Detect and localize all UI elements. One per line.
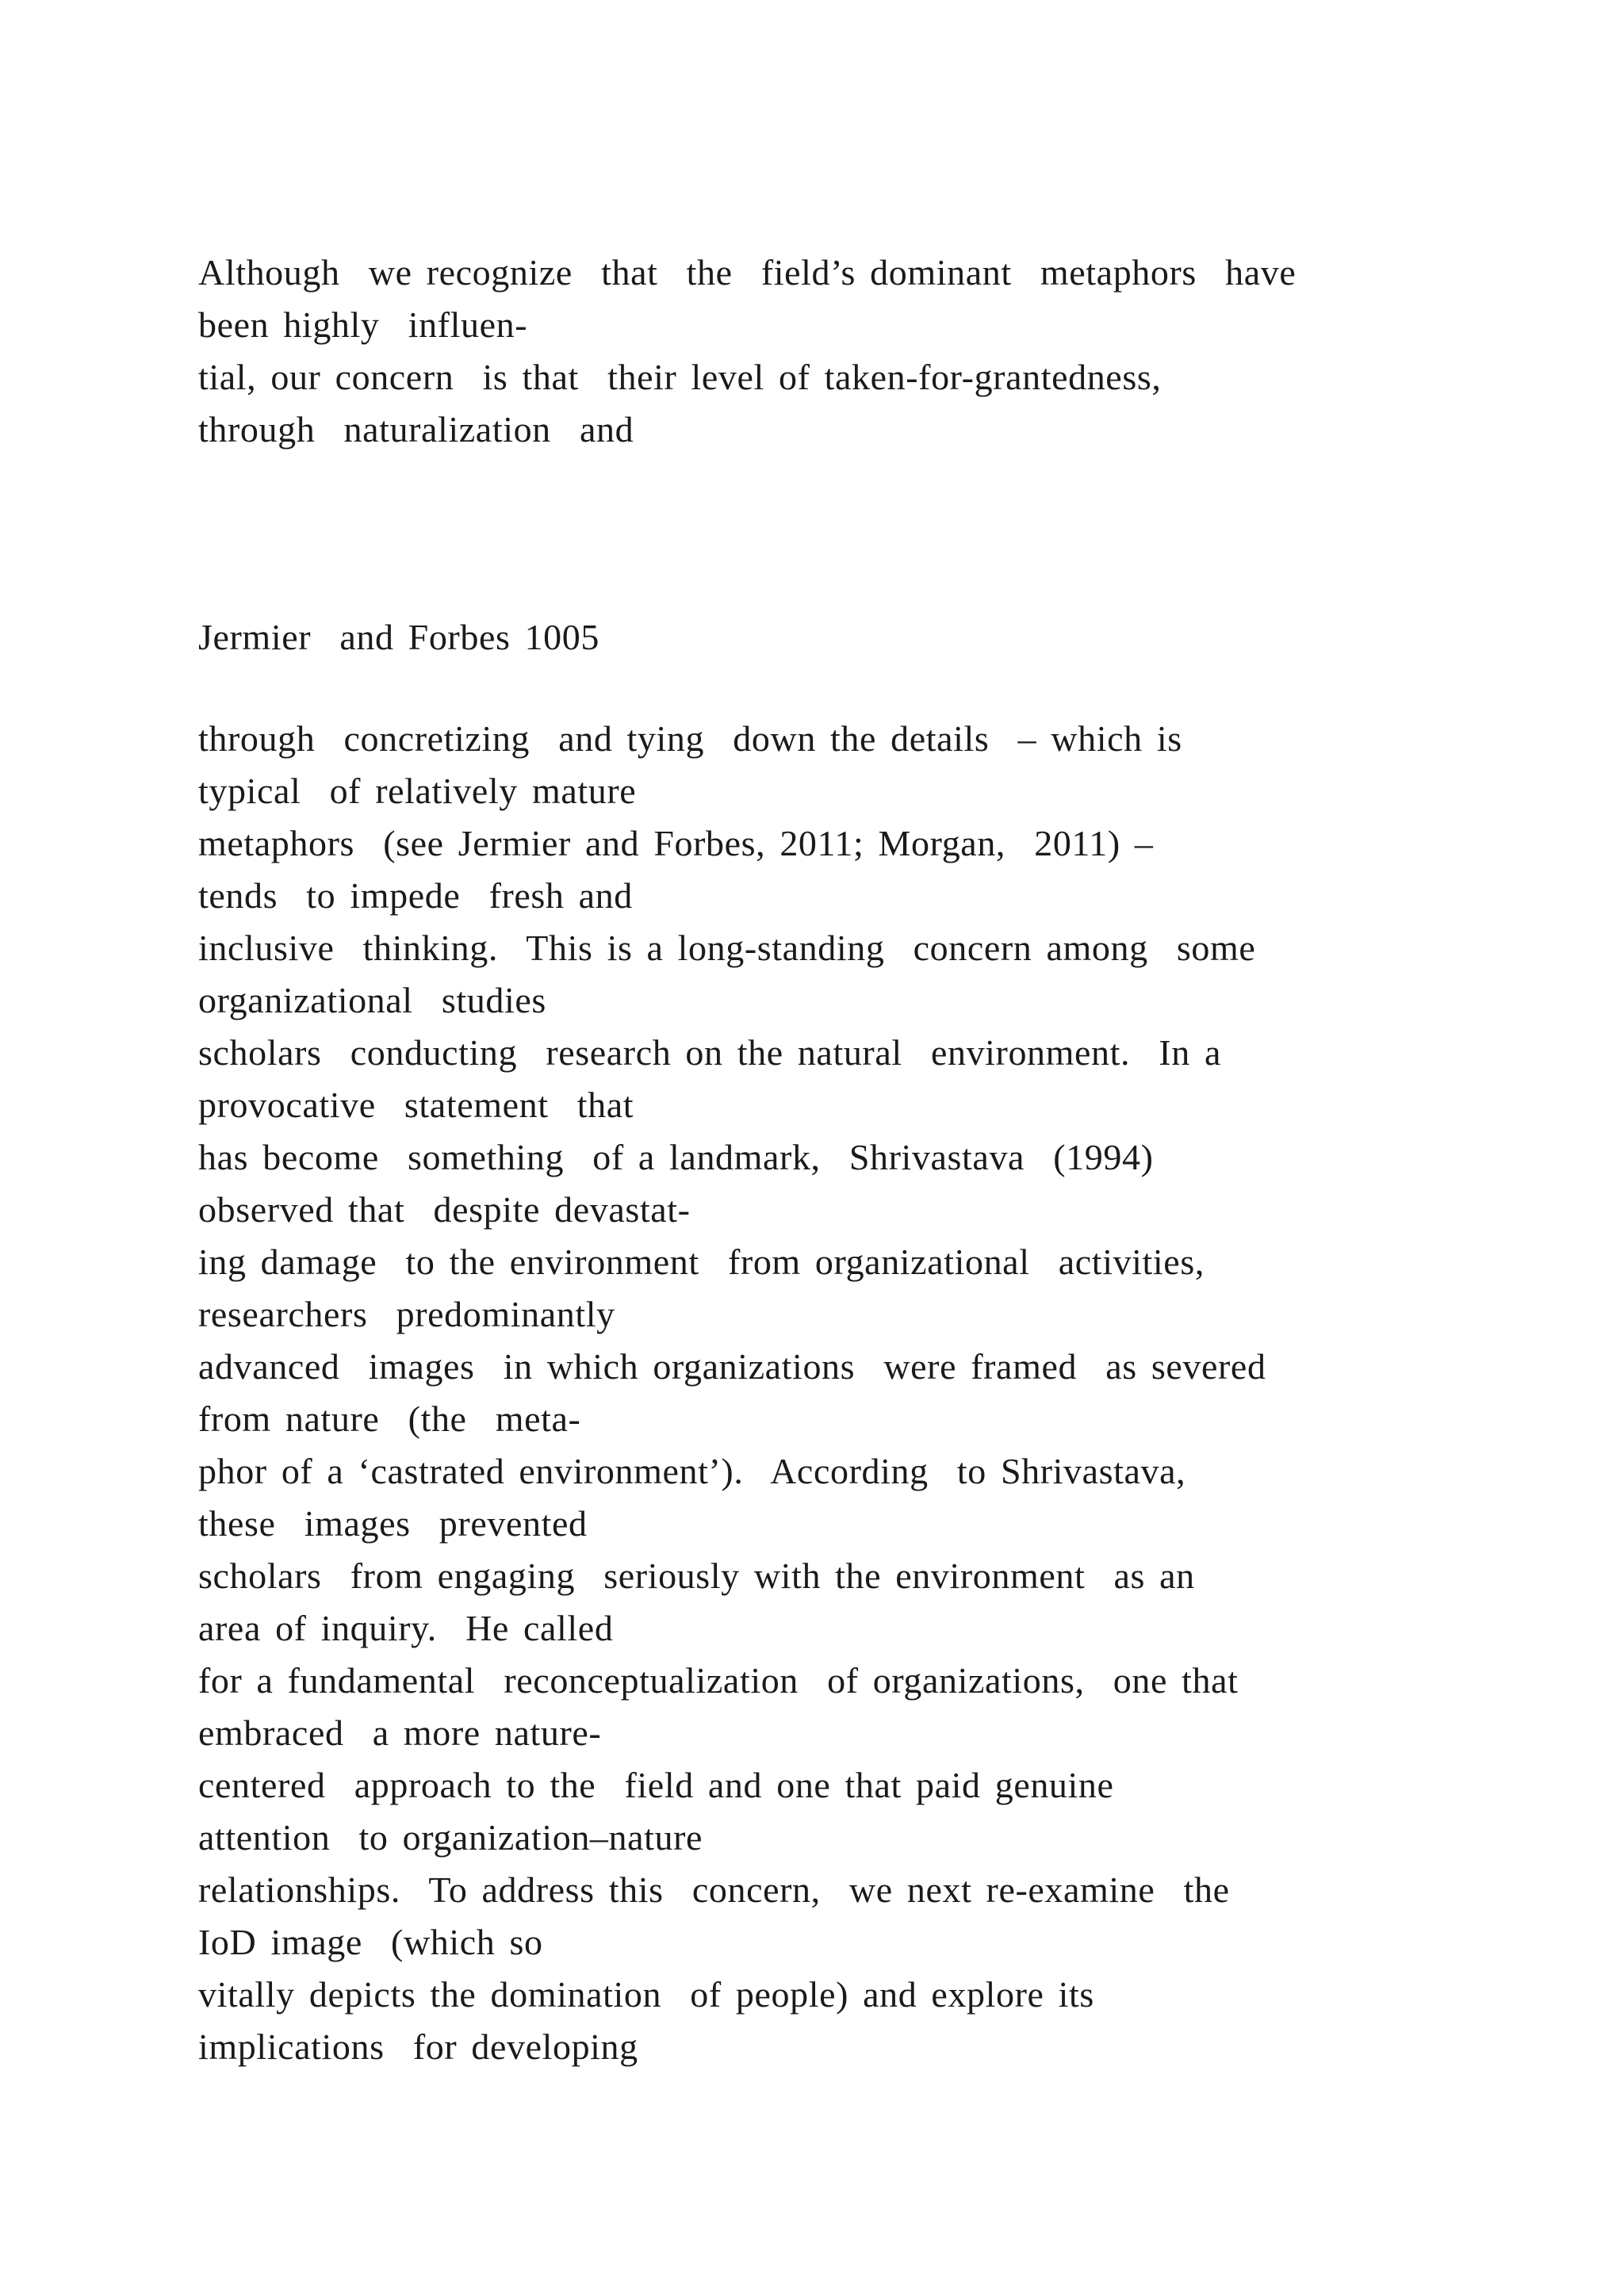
paragraph-top	[198, 247, 1499, 456]
text-line: has become something of a landmark, Shrivastava (1994)	[198, 1137, 1154, 1177]
text-line: IoD image (which so	[198, 1922, 543, 1962]
header-text: Jermier and Forbes 1005	[198, 617, 599, 657]
text-line: through naturalization and	[198, 409, 634, 450]
text-line: scholars conducting research on the natural environment. In a	[198, 1032, 1221, 1073]
text-line: Although we recognize that the field’s dominant metaphors have	[198, 252, 1297, 293]
paragraph-body	[198, 713, 1499, 2073]
text-line: advanced images in which organizations were framed as severed	[198, 1346, 1266, 1387]
text-line: from nature (the meta-	[198, 1399, 581, 1439]
text-line: been highly influen-	[198, 304, 528, 345]
text-line: for a fundamental reconceptualization of organizations, one that	[198, 1660, 1239, 1701]
text-line: metaphors (see Jermier and Forbes, 2011; Morgan, 2011) –	[198, 823, 1154, 863]
text-line: attention to organization–nature	[198, 1817, 703, 1858]
running-header	[198, 611, 1499, 664]
text-line: typical of relatively mature	[198, 771, 637, 811]
text-line: inclusive thinking. This is a long-standing concern among some	[198, 928, 1256, 968]
text-line: phor of a ‘castrated environment’). According to Shrivastava,	[198, 1451, 1186, 1491]
text-line: these images prevented	[198, 1503, 588, 1544]
text-line: relationships. To address this concern, we next re-examine the	[198, 1869, 1230, 1910]
text-line: organizational studies	[198, 980, 546, 1020]
document-page	[198, 0, 1499, 2296]
text-line: scholars from engaging seriously with the environment as an	[198, 1556, 1195, 1596]
text-line: implications for developing	[198, 2026, 638, 2067]
text-line: centered approach to the field and one that paid genuine	[198, 1765, 1114, 1805]
text-line: researchers predominantly	[198, 1294, 615, 1334]
text-line: embraced a more nature-	[198, 1712, 602, 1753]
text-line: through concretizing and tying down the details – which is	[198, 718, 1182, 759]
text-line: area of inquiry. He called	[198, 1608, 614, 1648]
text-line: tends to impede fresh and	[198, 875, 633, 916]
text-line: tial, our concern is that their level of taken-for-grantedness,	[198, 357, 1162, 397]
text-line: vitally depicts the domination of people) and explore its	[198, 1974, 1094, 2015]
text-line: ing damage to the environment from organizational activities,	[198, 1242, 1205, 1282]
text-line: provocative statement that	[198, 1085, 634, 1125]
text-line: observed that despite devastat-	[198, 1189, 691, 1230]
